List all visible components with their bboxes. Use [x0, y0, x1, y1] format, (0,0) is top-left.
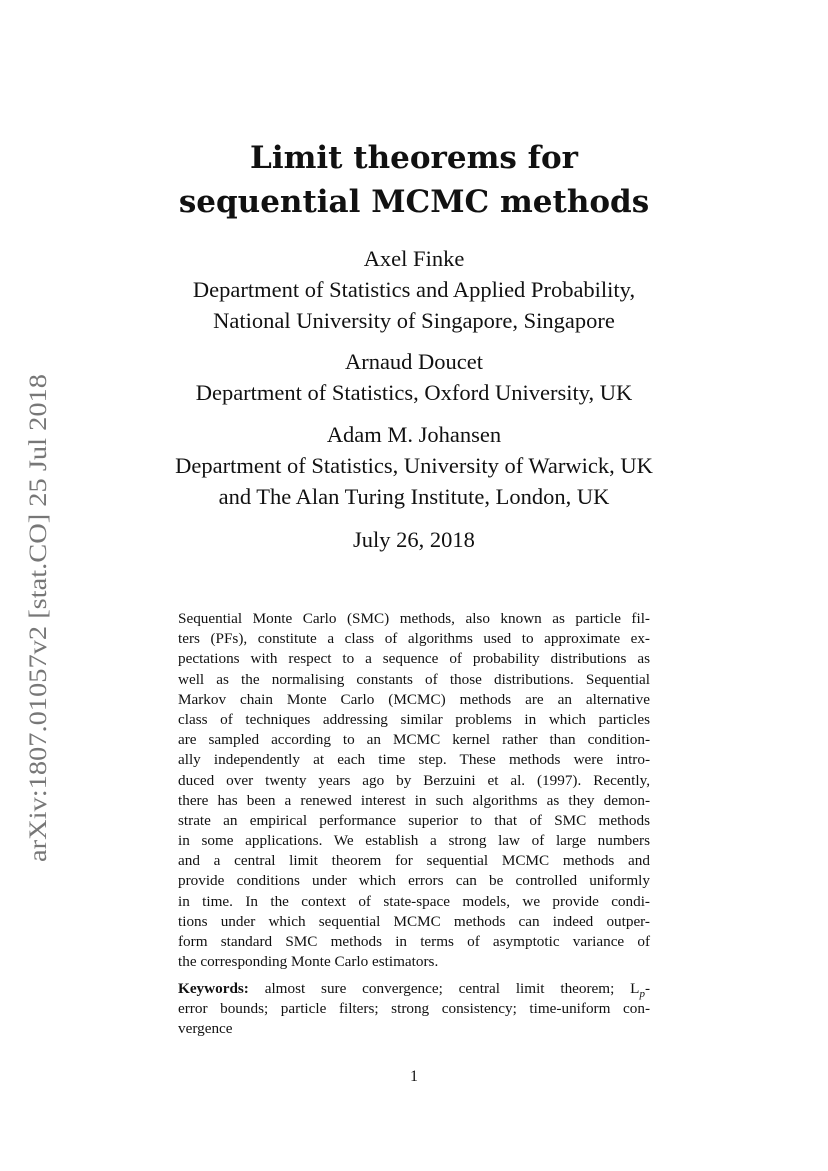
keywords-line: vergence	[178, 1020, 233, 1038]
abstract-line: ally independently at each time step. These methods were intro-	[178, 751, 650, 769]
author-affiliation: Department of Statistics and Applied Probability,	[192, 277, 636, 302]
abstract-line: there has been a renewed interest in such algorithms as they demon-	[178, 791, 650, 809]
abstract-line: are sampled according to an MCMC kernel rather than condition-	[178, 731, 650, 749]
abstract	[178, 609, 650, 972]
abstract-line: the corresponding Monte Carlo estimators.	[178, 953, 439, 971]
paper-title	[100, 136, 728, 224]
abstract-line: provide conditions under which errors can be controlled uniformly	[178, 872, 650, 890]
abstract-line: Sequential Monte Carlo (SMC) methods, also known as particle fil-	[178, 610, 650, 627]
abstract-line: in time. In the context of state-space models, we provide condi-	[178, 892, 650, 910]
keywords	[178, 979, 650, 1040]
author-affiliation: and The Alan Turing Institute, London, UK	[218, 484, 610, 509]
author-block-2	[100, 346, 728, 408]
author-affiliation: Department of Statistics, University of Warwick, UK	[175, 453, 653, 478]
title-line-2: sequential MCMC methods	[178, 184, 650, 220]
keywords-hyphen: -	[644, 980, 651, 997]
abstract-line: class of techniques addressing similar problems in which particles	[178, 710, 650, 728]
keywords-label: Keywords:	[178, 980, 249, 997]
title-line-1: Limit theorems for	[250, 140, 578, 176]
abstract-line: in some applications. We establish a strong law of large numbers	[178, 832, 650, 850]
abstract-line: form standard SMC methods in terms of asymptotic variance of	[178, 933, 650, 950]
author-name: Axel Finke	[363, 246, 465, 271]
page-number: 1	[410, 1068, 418, 1085]
date-block	[100, 524, 728, 555]
keywords-text: almost sure convergence; central limit theorem; L	[264, 980, 640, 997]
keywords-line: error bounds; particle filters; strong consistency; time-uniform con-	[178, 1000, 650, 1018]
author-name: Arnaud Doucet	[344, 349, 484, 374]
author-block-3	[100, 419, 728, 512]
abstract-line: Markov chain Monte Carlo (MCMC) methods are an alternative	[178, 690, 650, 708]
abstract-line: strate an empirical performance superior to that of SMC methods	[178, 811, 650, 829]
abstract-line: ters (PFs), constitute a class of algorithms used to approximate ex-	[178, 630, 650, 648]
abstract-line: duced over twenty years ago by Berzuini et al. (1997). Recently,	[178, 771, 650, 789]
abstract-line: and a central limit theorem for sequential MCMC methods and	[178, 852, 650, 870]
abstract-line: well as the normalising constants of those distributions. Sequential	[178, 670, 650, 688]
author-affiliation: Department of Statistics, Oxford University, UK	[195, 380, 633, 405]
abstract-line: tions under which sequential MCMC methods can indeed outper-	[178, 912, 650, 930]
author-block-1	[100, 243, 728, 336]
keywords-subscript: p	[639, 988, 645, 1001]
arxiv-identifier: arXiv:1807.01057v2 [stat.CO] 25 Jul 2018	[23, 424, 52, 862]
arxiv-identifier-sidebar	[10, 374, 60, 862]
keywords-line	[178, 979, 650, 999]
abstract-line: pectations with respect to a sequence of probability distributions as	[178, 650, 650, 668]
author-name: Adam M. Johansen	[326, 422, 502, 447]
author-affiliation: National University of Singapore, Singapore	[213, 308, 615, 333]
paper-date: July 26, 2018	[353, 527, 475, 552]
